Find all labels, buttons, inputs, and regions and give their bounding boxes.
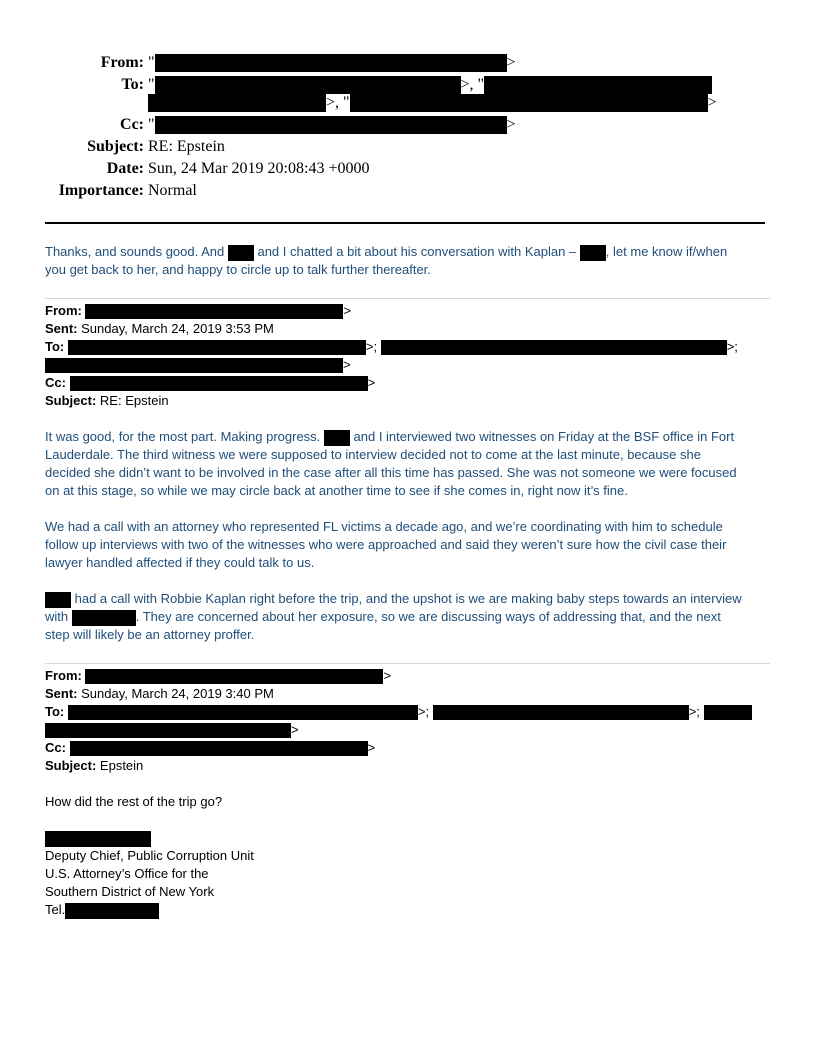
body-line (45, 608, 721, 626)
header-to-row (0, 75, 816, 95)
reply-line (45, 243, 727, 261)
subject-value: RE: Epstein (99, 393, 169, 408)
angle-bracket: > (383, 668, 392, 683)
quote-mark: " (148, 54, 155, 71)
sent-value: Sunday, March 24, 2019 3:40 PM (81, 686, 274, 701)
text-segment: , let me know if/when (605, 244, 728, 259)
to-label: To: (45, 339, 65, 354)
angle-bracket: > (707, 94, 717, 111)
text-segment: and I interviewed two witnesses on Friday at the BSF office in Fort (349, 429, 735, 444)
header-subject-row (0, 137, 816, 157)
angle-bracket: > (343, 303, 352, 318)
signature-district: Southern District of New York (45, 884, 215, 899)
header-date-row (0, 159, 816, 179)
redaction-block (324, 430, 350, 446)
sent-value: Sunday, March 24, 2019 3:53 PM (81, 321, 274, 336)
text-segment: . They are concerned about her exposure, so we are discussing ways of addressing that, and the next (135, 609, 721, 624)
angle-bracket: > (506, 116, 516, 133)
email3-to-row (45, 703, 752, 721)
redaction-block (85, 669, 383, 684)
header-importance-value: Normal (148, 182, 197, 199)
header-importance-row (0, 181, 816, 201)
body-line: We had a call with an attorney who represented FL victims a decade ago, and we’re coordinating with him to schedule (45, 519, 723, 534)
body-line: lawyer handled affected if they could talk to us. (45, 555, 315, 570)
header-to-value-continued (148, 93, 717, 113)
text-segment: had a call with Robbie Kaplan right before the trip, and the upshot is we are making baby steps towards an interview (71, 591, 742, 606)
redaction-block (45, 723, 291, 738)
header-to-value (148, 75, 712, 95)
angle-bracket: > (291, 722, 299, 737)
tel-label: Tel. (45, 902, 66, 917)
redaction-block (228, 245, 254, 261)
redaction-block (155, 54, 507, 72)
email2-subject-row (45, 392, 169, 410)
cc-label: Cc: (45, 375, 66, 390)
redaction-block (381, 340, 727, 355)
redaction-block (70, 741, 368, 756)
redaction-block (580, 245, 606, 261)
redaction-block (350, 94, 708, 112)
email3-from-row (45, 667, 391, 685)
header-from-row (0, 53, 816, 73)
subject-value: Epstein (99, 758, 144, 773)
email3-cc-row (45, 739, 375, 757)
header-subject-value: RE: Epstein (148, 138, 225, 155)
header-importance-label: Importance: (58, 182, 144, 199)
text-segment: Thanks, and sounds good. And (45, 244, 228, 259)
header-date-label: Date: (106, 160, 144, 177)
email2-to-row-continued (45, 356, 351, 374)
body-line: follow up interviews with two of the witnesses who were approached and said they weren’t sure how the civil case their (45, 537, 727, 552)
header-cc-label: Cc: (120, 116, 144, 133)
email3-subject-row (45, 757, 143, 775)
recipient-separator: >; (417, 704, 430, 719)
redaction-block (72, 610, 136, 626)
angle-bracket: > (506, 54, 516, 71)
text-segment: It was good, for the most part. Making progress. (45, 429, 324, 444)
signature-title: Deputy Chief, Public Corruption Unit (45, 848, 254, 863)
header-from-label: From: (100, 54, 144, 71)
header-subject-label: Subject: (87, 138, 144, 155)
redaction-block (45, 831, 151, 847)
body-line: step will likely be an attorney proffer. (45, 627, 255, 642)
signature-name (45, 829, 151, 847)
body-line: decided she didn’t want to be involved in the case after all this time has passed. She was not someone we were focused (45, 465, 737, 480)
body-line (45, 428, 734, 446)
message-separator (45, 663, 770, 664)
header-cc-row (0, 115, 816, 135)
header-to-row-continued (0, 93, 816, 113)
body-line: Lauderdale. The third witness we were supposed to interview decided not to come at the last minute, because she (45, 447, 701, 462)
subject-label: Subject: (45, 758, 97, 773)
redaction-block (155, 76, 461, 94)
email2-from-row (45, 302, 351, 320)
angle-bracket: > (367, 740, 376, 755)
email2-sent-row (45, 320, 274, 338)
recipient-separator: >; (688, 704, 700, 719)
email3-sent-row (45, 685, 274, 703)
cc-label: Cc: (45, 740, 66, 755)
from-label: From: (45, 303, 82, 318)
header-to-label: To: (121, 76, 144, 93)
redaction-block (85, 304, 343, 319)
recipient-separator: >, " (326, 94, 350, 111)
redaction-block (65, 903, 159, 919)
recipient-separator: >, " (460, 76, 485, 93)
email2-to-row (45, 338, 738, 356)
text-segment: and I chatted a bit about his conversation with Kaplan – (253, 244, 580, 259)
header-from-value (148, 53, 516, 73)
body-line: on at this stage, so while we may circle back at another time to see if she comes in, right now it’s fine. (45, 483, 628, 498)
header-date-value: Sun, 24 Mar 2019 20:08:43 +0000 (148, 160, 370, 177)
redaction-block (45, 358, 343, 373)
recipient-separator: >; (726, 339, 738, 354)
subject-label: Subject: (45, 393, 97, 408)
text-segment: with (45, 609, 72, 624)
to-label: To: (45, 704, 65, 719)
redaction-block (45, 592, 71, 608)
header-cc-value (148, 115, 516, 135)
message-separator (45, 298, 770, 299)
angle-bracket: > (343, 357, 351, 372)
body-line: How did the rest of the trip go? (45, 794, 223, 809)
redaction-block (70, 376, 368, 391)
body-line (45, 590, 742, 608)
sent-label: Sent: (45, 321, 78, 336)
header-divider (45, 222, 765, 224)
from-label: From: (45, 668, 82, 683)
angle-bracket: > (367, 375, 376, 390)
quote-mark: " (148, 116, 155, 133)
redaction-block (68, 705, 418, 720)
redaction-block (68, 340, 366, 355)
sent-label: Sent: (45, 686, 78, 701)
email2-cc-row (45, 374, 375, 392)
redaction-block (704, 705, 752, 720)
redaction-block (155, 116, 507, 134)
redaction-block (484, 76, 712, 94)
signature-tel (45, 901, 159, 919)
quote-mark: " (148, 76, 155, 93)
reply-line: you get back to her, and happy to circle up to talk further thereafter. (45, 262, 431, 277)
signature-office: U.S. Attorney’s Office for the (45, 866, 209, 881)
email3-to-row-continued (45, 721, 299, 739)
redaction-block (433, 705, 689, 720)
redaction-block (148, 94, 326, 112)
recipient-separator: >; (365, 339, 378, 354)
